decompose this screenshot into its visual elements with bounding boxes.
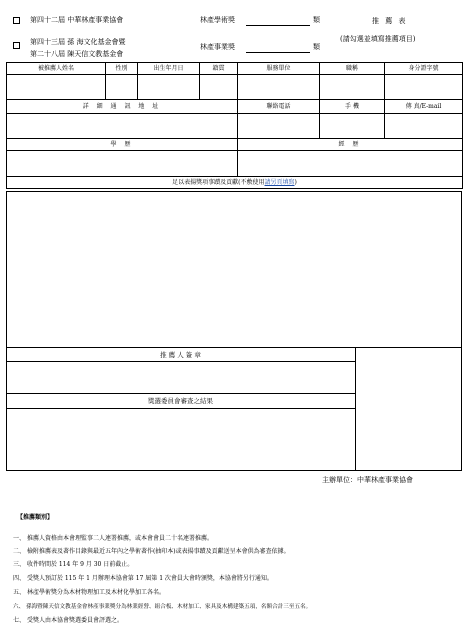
cell-name[interactable]: [7, 75, 106, 100]
header-address: 詳 細 通 訊 地 址: [7, 100, 238, 114]
option-2a-label: 第四十三屆 孫 海文化基金會暨: [30, 38, 126, 46]
note-text-6: 孫海暨陳天信文教基金會林產事業獎分為林業經營、組合板、木材加工、家具及木構建築五項，名額合計三至五名。: [25, 604, 312, 610]
option-2b-label: 第二十八屆 陳天信文教基金會: [30, 50, 124, 58]
header-merit: [7, 177, 463, 189]
merit-link: 請另頁填寫: [264, 178, 295, 186]
cell-experience[interactable]: [238, 151, 463, 177]
cell-position[interactable]: [320, 75, 385, 100]
field-1-suffix: 類: [313, 16, 320, 24]
form-table-top: [6, 62, 463, 189]
checkbox-option-1[interactable]: [13, 17, 20, 24]
field-2-suffix: 類: [313, 43, 320, 51]
header-birthdate: 出生年月日: [138, 63, 200, 75]
note-text-5: 林產學術獎分為木材物理加工及木材化學加工各名。: [26, 589, 165, 596]
note-item-3: [13, 561, 133, 569]
recommender-signature-area[interactable]: [6, 362, 355, 393]
field-2-input[interactable]: [246, 43, 310, 53]
header-mobile: 手 機: [320, 100, 385, 114]
header-id-number: 身分證字號: [385, 63, 463, 75]
note-item-1: [13, 535, 213, 543]
note-item-5: [13, 589, 165, 597]
checkbox-option-2[interactable]: [13, 42, 20, 49]
header-experience: 經 歷: [238, 139, 463, 151]
notes-title: 【推薦類別】: [17, 514, 54, 521]
committee-result-area[interactable]: [6, 409, 355, 470]
cell-id-number[interactable]: [385, 75, 463, 100]
note-num-2: 二、: [13, 548, 26, 555]
note-item-6: [13, 603, 311, 611]
form-title: 推 薦 表: [372, 17, 408, 25]
cell-mobile[interactable]: [320, 114, 385, 139]
note-text-4: 受獎人預訂於 115 年 1 月辦理本協會第 17 屆第 1 次會員大會時頒獎，本協會將另行通知。: [26, 575, 273, 582]
note-item-4: [13, 575, 273, 583]
cell-education[interactable]: [7, 151, 238, 177]
note-num-4: 四、: [13, 575, 26, 582]
note-text-2: 檢附推薦表及著作目錄與最近五年內之學術著作(抽印本)或表揚事蹟及貢獻送呈本會供為審查依據。: [26, 548, 290, 555]
merit-area[interactable]: [6, 191, 462, 348]
header-phone: 聯絡電話: [238, 100, 320, 114]
cell-employer[interactable]: [238, 75, 320, 100]
cell-address[interactable]: [7, 114, 238, 139]
header-employer: 服務單位: [238, 63, 320, 75]
note-num-1: 一、: [13, 535, 26, 542]
cell-phone[interactable]: [238, 114, 320, 139]
field-2-label: 林產事業獎: [200, 43, 235, 51]
recommender-label: 推 薦 人 簽 章: [160, 351, 201, 359]
cell-gender[interactable]: [106, 75, 138, 100]
header-fax-email: 傳 真/E-mail: [385, 100, 463, 114]
organizer: 主辦單位：中華林產事業協會: [322, 476, 413, 484]
option-1-label: 第四十二屆 中華林產事業協會: [30, 16, 124, 24]
header-hometown: 籍貫: [200, 63, 238, 75]
header-education: 學 歷: [7, 139, 238, 151]
field-1-label: 林產學術獎: [200, 16, 235, 24]
header-name: 被推薦人姓名: [7, 63, 106, 75]
note-num-6: 六、: [13, 604, 25, 610]
cell-hometown[interactable]: [200, 75, 238, 100]
note-num-3: 三、: [13, 561, 26, 568]
header-position: 職稱: [320, 63, 385, 75]
note-text-7: 受獎人由本協會獎選委員會評選之。: [26, 617, 123, 624]
merit-label: 足以表揚獎項事蹟及貢獻(不敷使用請另頁填寫): [172, 178, 297, 186]
note-item-2: [13, 548, 290, 556]
cell-fax-email[interactable]: [385, 114, 463, 139]
form-subtitle: (請勾選並填寫推薦項目): [340, 35, 416, 43]
committee-label: 獎選委員會審查之結果: [148, 397, 213, 405]
field-1-input[interactable]: [246, 16, 310, 26]
note-text-1: 推薦人資格由本會理監事二人連署推薦，或本會會員二十名連署推薦。: [26, 535, 213, 542]
note-num-5: 五、: [13, 589, 26, 596]
header-gender: 性別: [106, 63, 138, 75]
note-item-7: [13, 617, 123, 625]
cell-birthdate[interactable]: [138, 75, 200, 100]
note-num-7: 七、: [13, 617, 26, 624]
bottom-divider: [355, 347, 356, 471]
note-text-3: 收件時間於 114 年 9 月 30 日前截止。: [26, 561, 134, 568]
